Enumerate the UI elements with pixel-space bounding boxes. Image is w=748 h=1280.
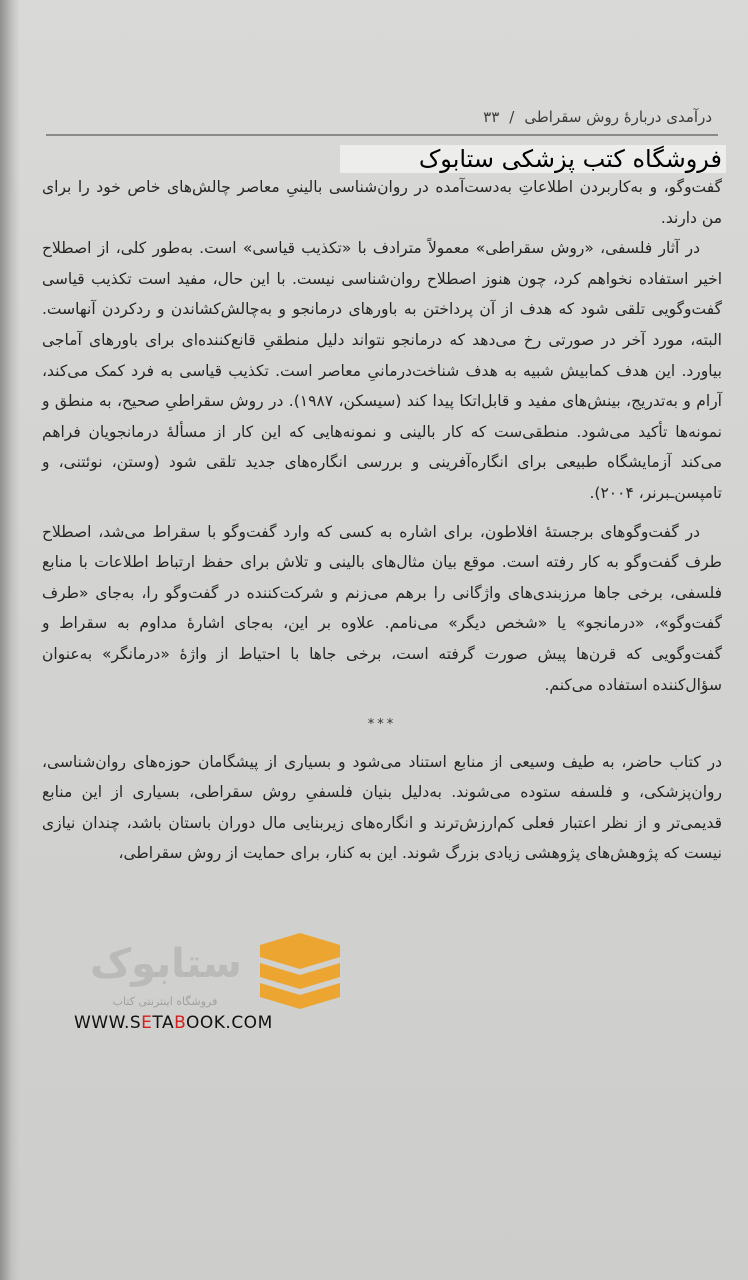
store-title-overlay: فروشگاه کتب پزشکی ستابوک <box>340 145 726 173</box>
watermark-subtitle: فروشگاه اینترنتی کتاب <box>112 995 218 1008</box>
paragraph-4: در کتاب حاضر، به طیف وسیعی از منابع استناد می‌شود و بسیاری از پیشگامان حوزه‌های روان‌شناسی، روان‌پزشکی، و فلسفه ستوده می‌شوند. به‌دلیل بنیان فلسفیِ روش سقراطی، بسیاری از این منابع قدیمی‌تر و از نظر اعتبار فعلی کم‌ارزش‌ترند و انگاره‌های زیربنایی مال دوران باستان باشد، چندان نیازی نیست که پژوهش‌های پژوهشی زیادی بزرگ شوند. این به کنار، برای حمایت از روش سقراطی، <box>42 752 722 863</box>
watermark <box>66 925 396 1045</box>
paragraph-2: در آثار فلسفی، «روش سقراطی» معمولاً مترادف با «تکذیب قیاسی» است. به‌طور کلی، از اصطلاح اخیر استفاده نخواهم کرد، چون هنوز اصطلاح روان‌شناسی نیست. با این حال، مفید است تکذیب قیاسی گفت‌وگویی تلقی شود که هدف از آن پرداختن به باورهای درمانجو و به‌چالش‌کشاندن و ردکردن آنهاست. البته، مورد آخر در صورتی رخ می‌دهد که درمانجو نتواند دلیل منطقیِ قانع‌کننده‌ای برای باورهای آماجی بیاورد. این هدف کمابیش شبیه به هدف شناخت‌درمانیِ معاصر است. تکذیب قیاسی به فرد کمک می‌کند، آرام و به‌تدریج، بینش‌های مفید و قابل‌اتکا پیدا کند (سیسکن، ۱۹۸۷). در روش سقراطیِ صحیح، به منطق و نمونه‌ها تأکید می‌شود. منطقی‌ست که کار بالینی و نمونه‌هایی که این کار از مسألهٔ درمانجویان فراهم می‌کند آزمایشگاه طبیعی برای انگاره‌آفرینی و بررسی انگاره‌های جدید تلقی شود (وستن، نوئتنی، و تامپسن‌ـبرنر، ۲۰۰۴). <box>42 239 722 502</box>
running-title: درآمدی دربارهٔ روش سقراطی <box>524 108 712 126</box>
header-rule <box>46 134 718 136</box>
watermark-brand: ستابوک <box>90 941 242 987</box>
book-stack-logo-icon <box>246 927 354 1027</box>
section-separator: *** <box>367 717 397 733</box>
running-header <box>52 104 712 130</box>
paragraph-3: در گفت‌وگوهای برجستهٔ افلاطون، برای اشاره به کسی که وارد گفت‌وگو با سقراط می‌شد، اصطلاح طرف گفت‌وگو به کار رفته است. موقع بیان مثال‌های بالینی و تلاش برای حفظ ارتباط اطلاعات با منابع فلسفی، برخی جاها مرزبندی‌های واژگانی را برهم می‌زنم و شرکت‌کننده در گفت‌وگو را، به‌جای «طرف گفت‌وگو»، «درمانجو» یا «شخص دیگر» می‌نامم. علاوه بر این، به‌جای اشارهٔ مداوم به سقراط و گفت‌وگویی که قرن‌ها پیش صورت گرفته است، برخی جاها با احتیاط از واژهٔ «درمانگر» به‌عنوان سؤال‌کننده استفاده می‌کنم. <box>42 522 722 694</box>
page-number: ۳۳ <box>483 108 500 126</box>
book-binding-shadow <box>0 0 20 1280</box>
header-separator: / <box>509 108 515 126</box>
paragraph-1: گفت‌وگو، و به‌کاربردن اطلاعاتِ به‌دست‌آمده در روان‌شناسی بالینیِ معاصر چالش‌های خاص خود را برای من دارند. <box>42 178 722 227</box>
watermark-url: WWW.SETABOOK.COM <box>74 1013 273 1033</box>
body-text <box>42 172 722 869</box>
